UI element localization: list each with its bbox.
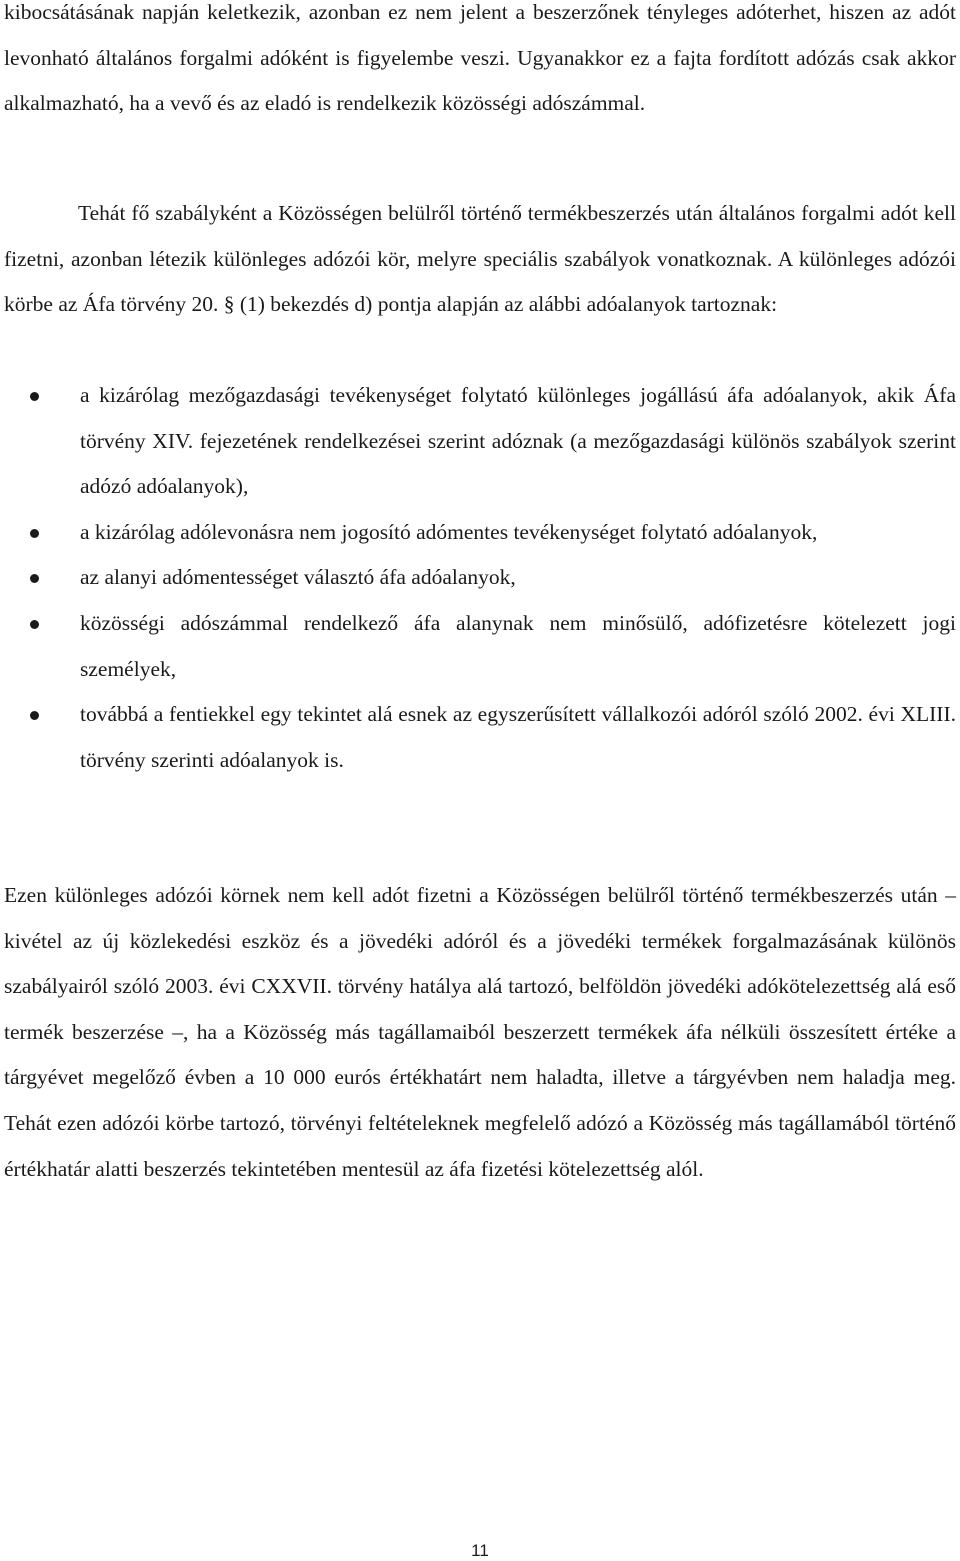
list-item <box>4 555 956 601</box>
list-item-text: közösségi adószámmal rendelkező áfa alanynak nem minősülő, adófizetésre kötelezett jogi személyek, <box>80 610 956 681</box>
list-item-text: a kizárólag adólevonásra nem jogosító adómentes tevékenységet folytató adóalanyok, <box>80 519 818 544</box>
list-item-text: az alanyi adómentességet választó áfa adóalanyok, <box>80 565 516 590</box>
list-item <box>4 601 956 692</box>
paragraph-intro: kibocsátásának napján keletkezik, azonban ez nem jelent a beszerzőnek tényleges adóterhet, hiszen az adót levonható általános forgalmi adóként is figyelembe veszi. Ugyanakkor ez a fajta fordított adózás csak akkor alkalmazható, ha a vevő és az eladó is rendelkezik közösségi adószámmal. <box>4 0 956 116</box>
list-item-text: a kizárólag mezőgazdasági tevékenységet folytató különleges jogállású áfa adóalanyok, akik Áfa törvény XIV. fejezetének rendelkezései szerint adóznak (a mezőgazdasági különös szabályok szerint adózó adóalanyok), <box>80 383 956 499</box>
paragraph-exemption: Ezen különleges adózói körnek nem kell adót fizetni a Közösségen belülről történő termékbeszerzés után – kivétel az új közlekedési eszköz és a jövedéki adóról és a jövedéki termékek forgalmazásának különös szabályairól szóló 2003. évi CXXVII. törvény hatálya alá tartozó, belföldön jövedéki adókötelezettség alá eső termék beszerzése –, ha a Közösség más tagállamaiból beszerzett termékek áfa nélküli összesített értéke a tárgyévet megelőző évben a 10 000 eurós értékhatárt nem haladta, illetve a tárgyévben nem haladja meg. Tehát ezen adózói körbe tartozó, törvényi feltételeknek megfelelő adózó a Közösség más tagállamából történő értékhatár alatti beszerzés tekintetében mentesül az áfa fizetési kötelezettség alól. <box>4 883 956 1181</box>
bullet-icon <box>30 392 39 401</box>
list-item <box>4 373 956 510</box>
bullet-icon <box>30 574 39 583</box>
list-item <box>4 510 956 556</box>
bullet-icon <box>30 711 39 720</box>
bullet-icon <box>30 620 39 629</box>
paragraph-main-rule: Tehát fő szabályként a Közösségen belülről történő termékbeszerzés után általános forgalmi adót kell fizetni, azonban létezik különleges adózói kör, melyre speciális szabályok vonatkoznak. A különleges adózói körbe az Áfa törvény 20. § (1) bekezdés d) pontja alapján az alábbi adóalanyok tartoznak: <box>4 201 956 317</box>
taxpayer-list <box>4 373 956 783</box>
list-item <box>4 692 956 783</box>
page-number: 11 <box>471 1541 489 1560</box>
bullet-icon <box>30 529 39 538</box>
list-item-text: továbbá a fentiekkel egy tekintet alá esnek az egyszerűsített vállalkozói adóról szóló 2002. évi XLIII. törvény szerinti adóalanyok is. <box>80 702 956 772</box>
